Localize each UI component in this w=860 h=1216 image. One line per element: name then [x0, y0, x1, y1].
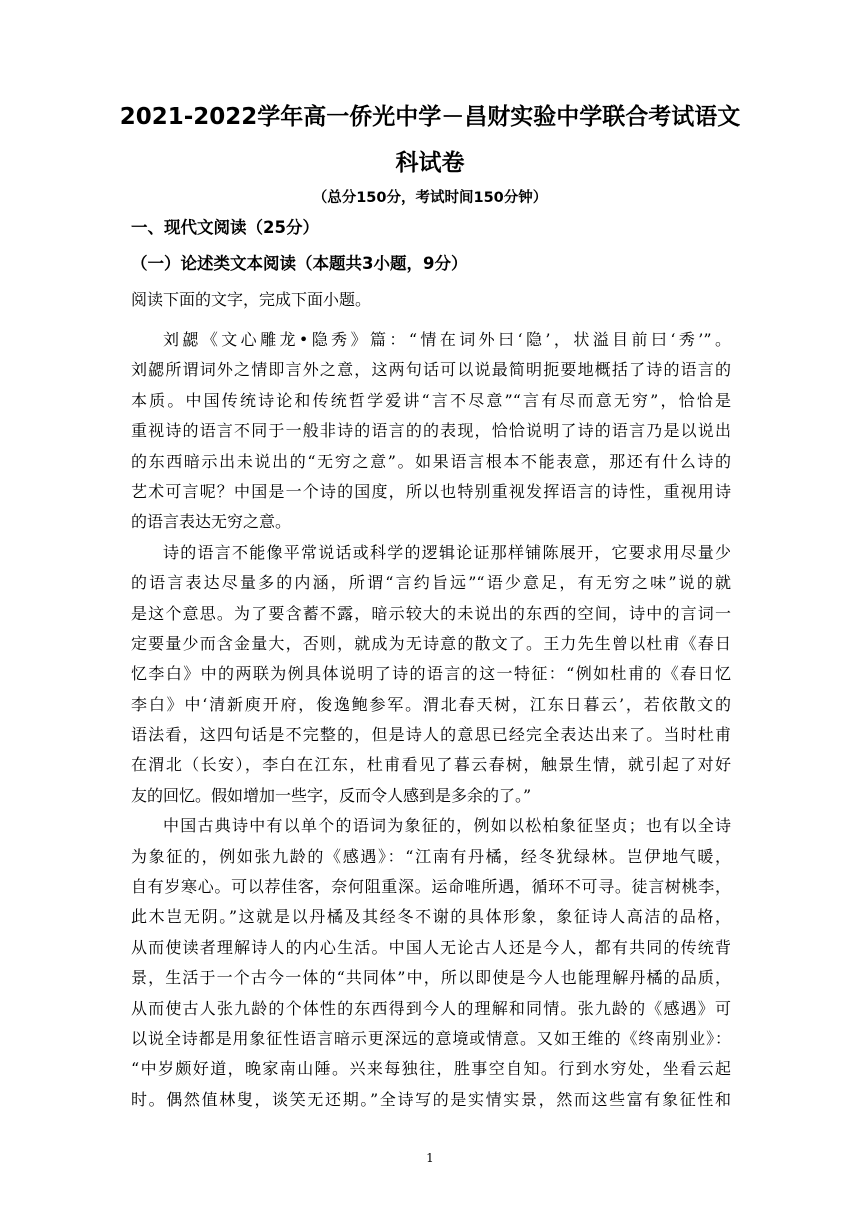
- section-heading: 一、现代文阅读（25分）: [131, 218, 319, 237]
- passage-line: 艺术可言呢？中国是一个诗的国度，所以也特别重视发挥语言的诗性，重视用诗: [131, 481, 731, 501]
- passage-line: 刘勰《文心雕龙•隐秀》篇：“情在词外曰‘隐’，状溢目前曰‘秀’”。: [163, 330, 731, 349]
- passage-paragraph: [131, 538, 731, 812]
- passage-line: 友的回忆。假如增加一些字，反而令人感到是多余的了。”: [131, 785, 532, 805]
- passage-line: 重视诗的语言不同于一般非诗的语言的的表现，恰恰说明了诗的语言乃是以说出: [131, 421, 731, 441]
- passage-line: 在渭北（长安），李白在江东，杜甫看见了暮云春树，触景生情，就引起了对好: [131, 755, 731, 775]
- passage-paragraph: [131, 325, 731, 538]
- passage-line: 景，生活于一个古今一体的“共同体”中，所以即使是今人也能理解丹橘的品质，: [131, 968, 731, 988]
- passage-line: 忆李白》中的两联为例具体说明了诗的语言的这一特征：“例如杜甫的《春日忆: [131, 664, 731, 684]
- passage-line: 的语言表达尽量多的内涵，所谓“言约旨远”“语少意足，有无穷之味”说的就: [131, 573, 731, 593]
- passage-paragraph: [131, 811, 731, 1115]
- passage-line: 李白》中‘清新庾开府，俊逸鲍参军。渭北春天树，江东日暮云’，若依散文的: [131, 694, 731, 714]
- passage-line: 自有岁寒心。可以荐佳客，奈何阻重深。运命唯所遇，循环不可寻。徒言树桃李，: [131, 877, 731, 897]
- passage-line: 此木岂无阴。”这就是以丹橘及其经冬不谢的具体形象，象征诗人高洁的品格，: [131, 907, 731, 927]
- passage-line: 刘勰所谓词外之情即言外之意，这两句话可以说最简明扼要地概括了诗的语言的: [131, 360, 731, 380]
- passage-line: 定要量少而含金量大，否则，就成为无诗意的散文了。王力先生曾以杜甫《春日: [131, 633, 731, 653]
- passage-line: 为象征的，例如张九龄的《感遇》：“江南有丹橘，经冬犹绿林。岂伊地气暖，: [131, 846, 731, 866]
- page-number: 1: [426, 1151, 434, 1165]
- page-title: 2021-2022学年高一侨光中学－昌财实验中学联合考试语文科试卷: [119, 104, 741, 176]
- passage-line: “中岁颇好道，晚家南山陲。兴来每独往，胜事空自知。行到水穷处，坐看云起: [131, 1059, 731, 1079]
- passage-line: 时。偶然值林叟，谈笑无还期。”全诗写的是实情实景，然而这些富有象征性和: [131, 1089, 731, 1109]
- passage-body: [131, 325, 731, 1115]
- passage-line: 诗的语言不能像平常说话或科学的逻辑论证那样铺陈展开，它要求用尽量少: [163, 542, 731, 562]
- passage-line: 是这个意思。为了要含蓄不露，暗示较大的未说出的东西的空间，诗中的言词一: [131, 603, 731, 623]
- passage-line: 从而使读者理解诗人的内心生活。中国人无论古人还是今人，都有共同的传统背: [131, 937, 731, 957]
- passage-line: 中国古典诗中有以单个的语词为象征的，例如以松柏象征坚贞；也有以全诗: [163, 816, 731, 836]
- subsection-heading: （一）论述类文本阅读（本题共3小题，9分）: [131, 254, 468, 273]
- reading-instruction: 阅读下面的文字，完成下面小题。: [131, 290, 372, 309]
- exam-info-subtitle: （总分150分，考试时间150分钟）: [312, 190, 548, 206]
- passage-line: 从而使古人张九龄的个体性的东西得到今人的理解和同情。张九龄的《感遇》可: [131, 998, 731, 1018]
- passage-line: 语法看，这四句话是不完整的，但是诗人的意思已经完全表达出来了。当时杜甫: [131, 725, 731, 745]
- passage-line: 的语言表达无穷之意。: [131, 512, 292, 532]
- passage-line: 以说全诗都是用象征性语言暗示更深远的意境或情意。又如王维的《终南别业》：: [131, 1028, 731, 1048]
- passage-line: 的东西暗示出未说出的“无穷之意”。如果语言根本不能表意，那还有什么诗的: [131, 451, 731, 471]
- passage-line: 本质。中国传统诗论和传统哲学爱讲“言不尽意”“言有尽而意无穷”，恰恰是: [131, 390, 731, 410]
